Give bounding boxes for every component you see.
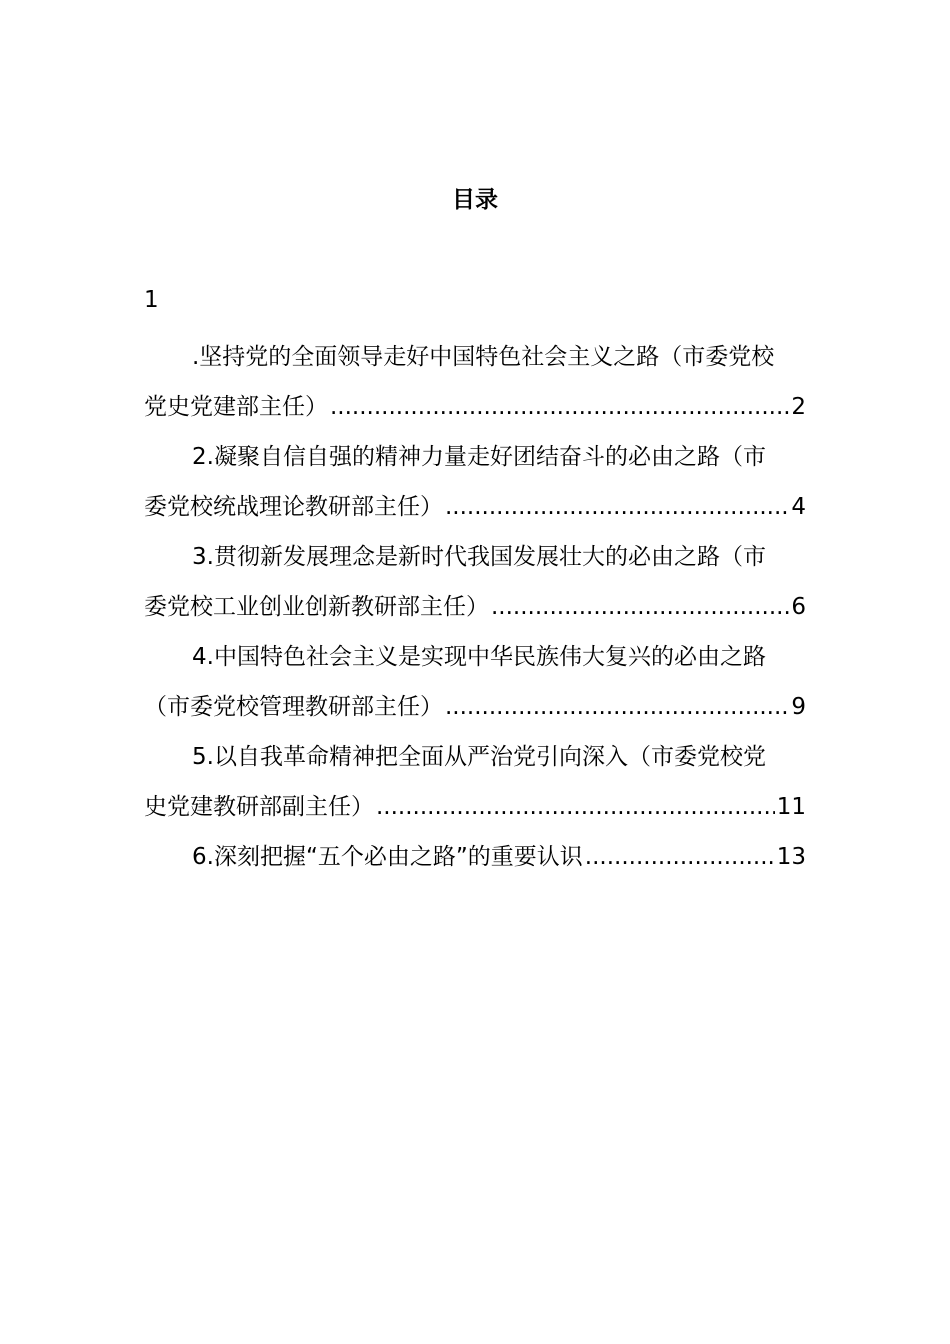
- toc-title: 目录: [452, 187, 498, 213]
- toc-entry-5[interactable]: [144, 732, 806, 832]
- toc-entry-1[interactable]: [144, 332, 806, 432]
- toc-entries: [144, 332, 806, 882]
- toc-entry-6[interactable]: [144, 832, 806, 882]
- toc-entry-text-line2: 6.深刻把握“五个必由之路”的重要认识: [192, 844, 583, 870]
- dot-leader: [445, 682, 789, 732]
- toc-entry-line1: [144, 832, 806, 882]
- toc-entry-text-line2: （市委党校管理教研部主任）: [144, 694, 443, 720]
- dot-leader: [585, 832, 775, 882]
- toc-entry-text-line1: 2.凝聚自信自强的精神力量走好团结奋斗的必由之路（市: [192, 444, 766, 470]
- dot-leader: [330, 382, 789, 432]
- toc-page-number: 11: [776, 794, 806, 820]
- dot-leader: [445, 482, 789, 532]
- toc-entry-line2: [144, 482, 806, 532]
- toc-entry-text-line1: 4.中国特色社会主义是实现中华民族伟大复兴的必由之路: [192, 644, 766, 670]
- toc-entry-text-line1: 5.以自我革命精神把全面从严治党引向深入（市委党校党: [192, 744, 766, 770]
- toc-entry-line2: [144, 782, 806, 832]
- toc-entry-3[interactable]: [144, 532, 806, 632]
- toc-entry-4[interactable]: [144, 632, 806, 732]
- toc-page-number: 6: [791, 594, 806, 620]
- toc-page-number: 4: [791, 494, 806, 520]
- toc-entry-line2: [144, 682, 806, 732]
- toc-entry-text-line1: .坚持党的全面领导走好中国特色社会主义之路（市委党校: [192, 344, 775, 370]
- stray-page-number: 1: [144, 287, 159, 313]
- toc-entry-2[interactable]: [144, 432, 806, 532]
- toc-entry-text-line2: 委党校统战理论教研部主任）: [144, 494, 443, 520]
- toc-entry-text-line2: 党史党建部主任）: [144, 394, 328, 420]
- toc-entry-text-line2: 史党建教研部副主任）: [144, 794, 374, 820]
- toc-page-number: 9: [791, 694, 806, 720]
- toc-page-number: 2: [791, 394, 806, 420]
- toc-entry-text-line2: 委党校工业创业创新教研部主任）: [144, 594, 489, 620]
- toc-entry-line2: [144, 382, 806, 432]
- dot-leader: [491, 582, 789, 632]
- dot-leader: [376, 782, 775, 832]
- toc-page-number: 13: [776, 844, 806, 870]
- toc-entry-line2: [144, 582, 806, 632]
- toc-entry-text-line1: 3.贯彻新发展理念是新时代我国发展壮大的必由之路（市: [192, 544, 766, 570]
